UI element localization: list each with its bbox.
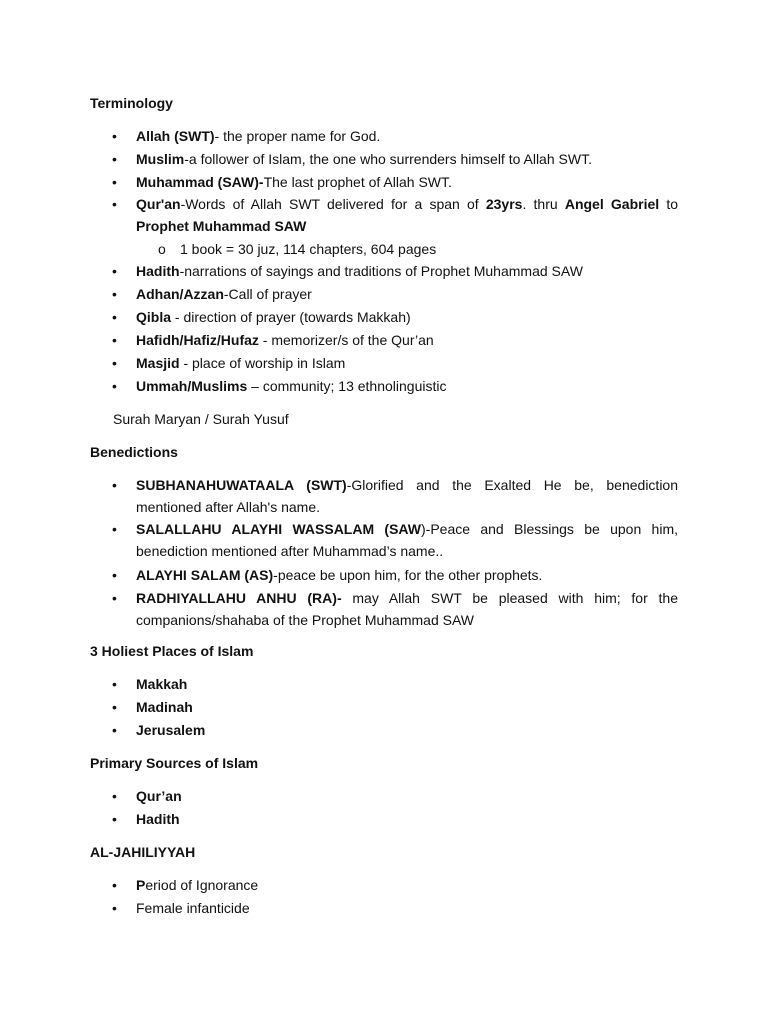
bullet-icon: • [112, 722, 117, 738]
bullet-icon: • [112, 877, 117, 893]
section-heading-al-jahiliyyah: AL-JAHILIYYAH [90, 844, 196, 860]
definition: . thru [522, 196, 565, 212]
place-name: Jerusalem [136, 722, 206, 738]
bullet-icon: • [112, 286, 117, 302]
list-item [112, 260, 678, 282]
bullet-icon: • [112, 590, 117, 606]
emphasis: 23yrs [485, 196, 523, 212]
term: ALAYHI SALAM (AS) [136, 567, 274, 583]
emphasis: Angel Gabriel [564, 196, 660, 212]
list-item [112, 171, 678, 193]
sub-item-text: 1 book = 30 juz, 114 chapters, 604 pages [180, 241, 437, 257]
term: Muhammad (SAW)- [136, 174, 264, 190]
list-item [112, 564, 678, 586]
list-item [112, 696, 678, 718]
list-item [112, 897, 678, 919]
term: Adhan/Azzan [136, 286, 224, 302]
bullet-icon: • [112, 128, 117, 144]
term: SALALLAHU ALAYHI WASSALAM (SAW [136, 521, 421, 537]
bullet-icon: • [112, 196, 117, 212]
list-item [112, 306, 678, 328]
item-text: Female infanticide [136, 900, 250, 916]
definition: may Allah SWT be pleased with him; for the companions/shahaba of the Prophet Muhammad SAW [136, 590, 678, 628]
bullet-icon: • [112, 263, 117, 279]
definition: - the proper name for God. [214, 128, 381, 144]
source-name: Qur’an [136, 788, 182, 804]
term: SUBHANAHUWATAALA (SWT) [136, 477, 347, 493]
term: Ummah/Muslims [136, 378, 248, 394]
list-item [112, 352, 678, 374]
definition: -peace be upon him, for the other prophets. [273, 567, 543, 583]
bullet-icon: • [112, 355, 117, 371]
list-item [112, 673, 678, 695]
bullet-icon: • [112, 811, 117, 827]
section-heading-terminology: Terminology [90, 95, 173, 111]
bullet-icon: • [112, 309, 117, 325]
definition: -narrations of sayings and traditions of Prophet Muhammad SAW [179, 263, 583, 279]
bullet-icon: • [112, 900, 117, 916]
bullet-icon: • [112, 788, 117, 804]
section-heading-holiest-places: 3 Holiest Places of Islam [90, 643, 254, 659]
definition: - direction of prayer (towards Makkah) [171, 309, 411, 325]
bullet-icon: • [112, 151, 117, 167]
sub-list-item [158, 240, 436, 258]
bullet-icon: • [112, 676, 117, 692]
definition: -a follower of Islam, the one who surrenders himself to Allah SWT. [184, 151, 592, 167]
term: Allah (SWT) [136, 128, 215, 144]
definition: )-Peace and Blessings be upon him, benediction mentioned after Muhammad’s name.. [136, 521, 678, 559]
list-item [112, 785, 678, 807]
list-item [112, 193, 678, 237]
circle-bullet-icon: o [158, 241, 166, 257]
section-heading-primary-sources: Primary Sources of Islam [90, 755, 259, 771]
term: Qibla [136, 309, 172, 325]
definition: -Call of prayer [223, 286, 312, 302]
list-item [112, 808, 678, 830]
list-item [112, 375, 678, 397]
place-name: Madinah [136, 699, 193, 715]
definition: to [659, 196, 678, 212]
list-item [112, 874, 678, 896]
term: Qur'an [136, 196, 181, 212]
item-text: eriod of Ignorance [145, 877, 259, 893]
source-name: Hadith [136, 811, 180, 827]
emphasis: Prophet Muhammad SAW [136, 218, 307, 234]
term: RADHIYALLAHU ANHU (RA)- [136, 590, 342, 606]
definition: - memorizer/s of the Qur’an [258, 332, 434, 348]
initial-letter: P [136, 877, 146, 893]
bullet-icon: • [112, 477, 117, 493]
list-item [112, 283, 678, 305]
list-item [112, 148, 678, 170]
bullet-icon: • [112, 174, 117, 190]
bullet-icon: • [112, 332, 117, 348]
definition: The last prophet of Allah SWT. [263, 174, 452, 190]
list-item [112, 125, 678, 147]
bullet-icon: • [112, 699, 117, 715]
term: Hafidh/Hafiz/Hufaz [136, 332, 259, 348]
list-item [112, 518, 678, 562]
list-item [112, 329, 678, 351]
term: Masjid [136, 355, 180, 371]
bullet-icon: • [112, 521, 117, 537]
definition: -Glorified and the Exalted He be, benediction mentioned after Allah's name. [136, 477, 678, 515]
list-item [112, 719, 678, 741]
term: Hadith [136, 263, 180, 279]
term: Muslim [136, 151, 185, 167]
definition: - place of worship in Islam [179, 355, 346, 371]
definition: – community; 13 ethnolinguistic [247, 378, 447, 394]
section-heading-benedictions: Benedictions [90, 444, 178, 460]
list-item [112, 474, 678, 518]
note-text: Surah Maryan / Surah Yusuf [113, 411, 289, 427]
bullet-icon: • [112, 567, 117, 583]
definition: -Words of Allah SWT delivered for a span of [180, 196, 486, 212]
list-item [112, 587, 678, 631]
place-name: Makkah [136, 676, 188, 692]
bullet-icon: • [112, 378, 117, 394]
